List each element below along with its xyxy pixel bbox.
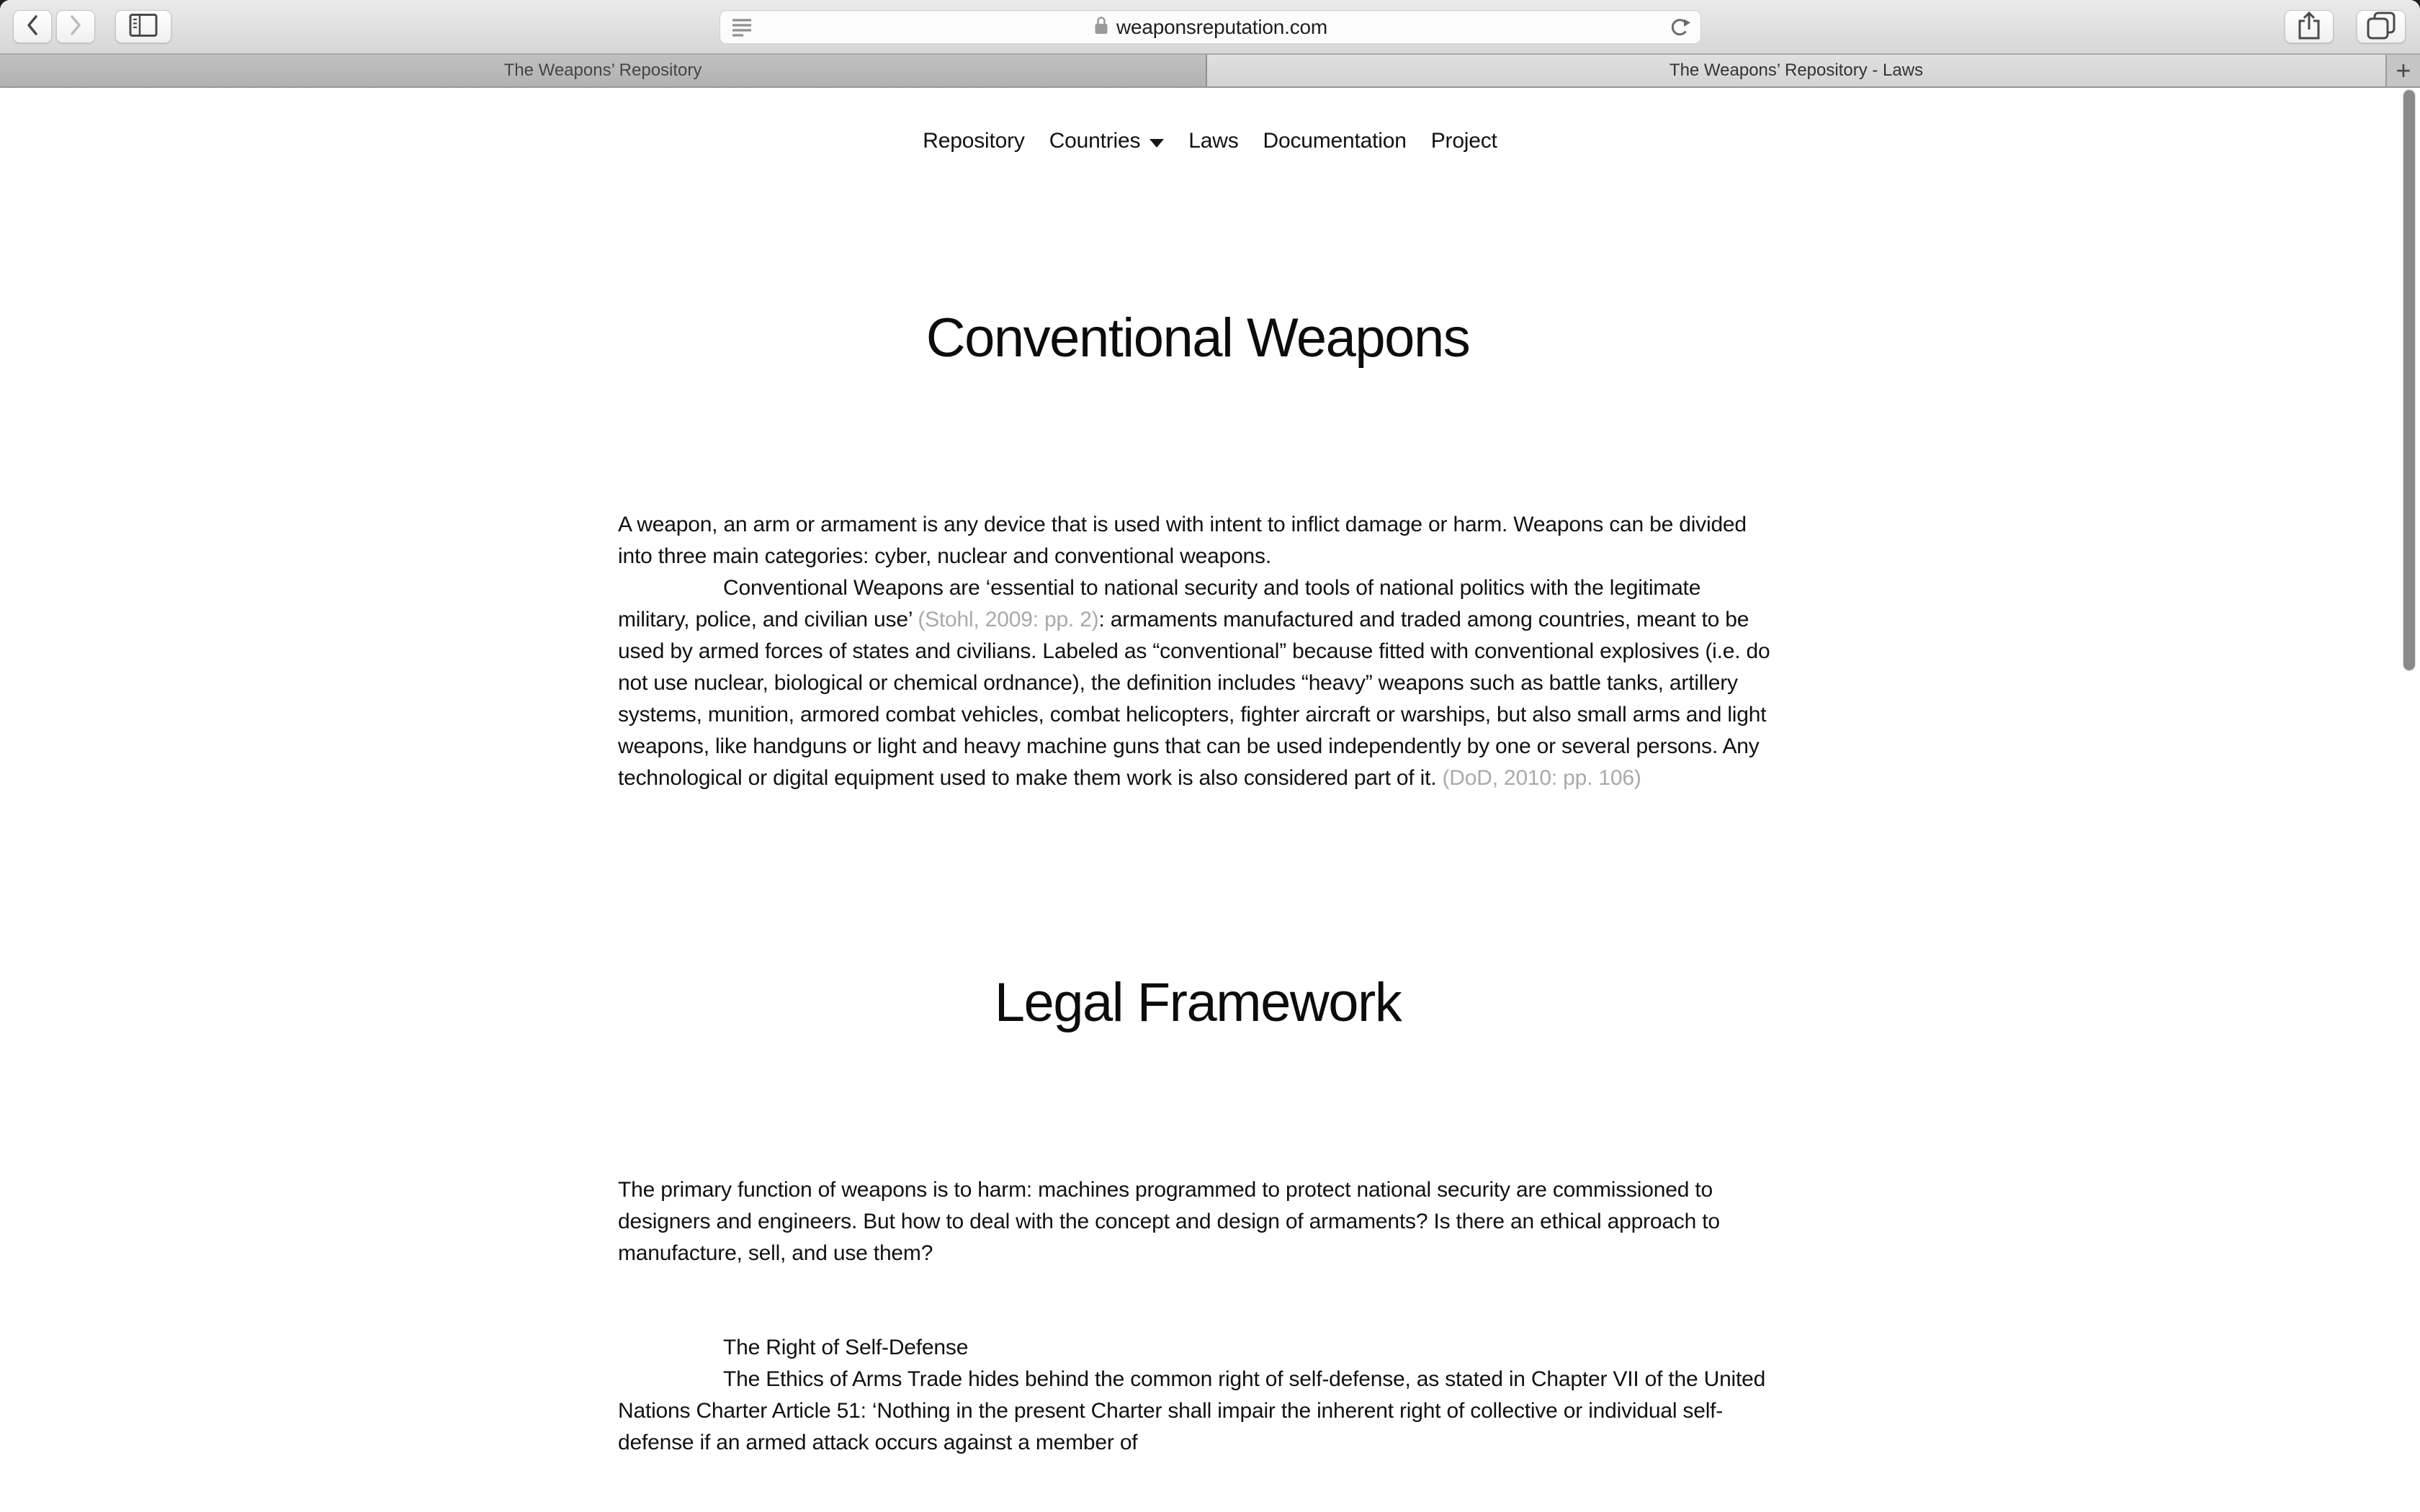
- history-buttons: [13, 10, 95, 43]
- section-1: [618, 307, 1778, 794]
- paragraph: [618, 1364, 1778, 1459]
- web-page: [0, 88, 2420, 1512]
- paragraph-group: [618, 1174, 1778, 1459]
- nav-label: Laws: [1188, 129, 1239, 153]
- tab-title: The Weapons’ Repository: [503, 60, 702, 80]
- paragraph: [618, 1174, 1778, 1269]
- tab-title: The Weapons’ Repository - Laws: [1669, 60, 1924, 80]
- plus-icon: +: [2396, 55, 2411, 85]
- nav-item-project[interactable]: [1431, 127, 1497, 156]
- browser-toolbar: [0, 0, 2420, 55]
- nav-label: Countries: [1049, 129, 1141, 153]
- tab-overview-button[interactable]: [2357, 10, 2406, 43]
- nav-label: Project: [1430, 129, 1497, 153]
- forward-button[interactable]: [56, 10, 95, 43]
- padlock-icon: [1093, 14, 1109, 40]
- tab-1[interactable]: [0, 55, 1207, 86]
- share-button[interactable]: [2285, 10, 2334, 43]
- tab-2[interactable]: [1207, 55, 2385, 86]
- sidebar-toggle-button[interactable]: [115, 10, 171, 43]
- body-text: A weapon, an arm or armament is any device that is used with intent to inflict damage or harm. Weapons can be divided into three main categories: cyber, nuclear and conventional weapons.: [618, 513, 1747, 568]
- nav-item-countries[interactable]: [1049, 127, 1165, 156]
- back-button[interactable]: [13, 10, 52, 43]
- citation: (DoD, 2010: pp. 106): [1442, 766, 1641, 790]
- body-text: : armaments manufactured and traded among countries, meant to be used by armed forces of states and civilians. Labeled as “conventional” because fitted with conventional explosives (i.e. do not use nuclear, biological or chemical ordnance), the definition includes “heavy” weapons such as battle tanks, artillery systems, munition, armored combat vehicles, combat helicopters, fighter aircraft or warships, but also small arms and light weapons, like handguns or light and heavy machine guns that can be used independently by one or several persons. Any technological or digital equipment used to make them work is also considered part of it.: [618, 608, 1770, 790]
- paragraph-group: [618, 509, 1778, 794]
- reload-icon[interactable]: [1668, 16, 1691, 39]
- paragraph: [618, 1332, 1778, 1364]
- new-tab-button[interactable]: [2385, 55, 2420, 86]
- chevron-down-icon: [1150, 139, 1164, 148]
- section-2: [618, 972, 1778, 1459]
- nav-label: Repository: [923, 129, 1025, 153]
- tab-overview-icon: [2366, 11, 2396, 43]
- nav-item-repository[interactable]: [923, 127, 1024, 156]
- citation: (Stohl, 2009: pp. 2): [918, 608, 1099, 631]
- body-text: The Right of Self-Defense: [723, 1336, 969, 1359]
- vertical-scrollbar-thumb[interactable]: [2403, 89, 2416, 671]
- sidebar-panel-icon: [129, 13, 158, 41]
- body-text: The primary function of weapons is to harm: machines programmed to protect national security are commissioned to designers and engineers. But how to deal with the concept and design of armaments? Is there an ethical approach to manufacture, sell, and use them?: [618, 1178, 1720, 1265]
- nav-item-laws[interactable]: [1188, 127, 1238, 156]
- chevron-right-icon: [68, 14, 84, 40]
- address-bar[interactable]: [720, 10, 1701, 44]
- article: [618, 307, 1778, 1459]
- paragraph: [618, 572, 1778, 794]
- url-display: [720, 11, 1700, 43]
- nav-item-documentation[interactable]: [1263, 127, 1407, 156]
- share-icon: [2296, 10, 2322, 44]
- section-heading: Conventional Weapons: [926, 307, 1470, 369]
- body-text: The Ethics of Arms Trade hides behind the common right of self-defense, as stated in Chapter VII of the United Nations Charter Article 51: ‘Nothing in the present Charter shall impair the inherent right of collective or individual self-defense if an armed attack occurs against a member of: [618, 1367, 1766, 1454]
- site-nav: [0, 127, 2420, 156]
- url-text: weaponsreputation.com: [1116, 15, 1328, 38]
- paragraph: [618, 509, 1778, 572]
- toolbar-right-buttons: [2285, 10, 2406, 43]
- section-heading: Legal Framework: [994, 972, 1402, 1033]
- tab-bar: [0, 55, 2420, 88]
- nav-label: Documentation: [1263, 129, 1407, 153]
- chevron-left-icon: [24, 14, 40, 40]
- body-text: Conventional Weapons are ‘essential to national security and tools of national politics with the legitimate military, police, and civilian use’: [618, 576, 1701, 631]
